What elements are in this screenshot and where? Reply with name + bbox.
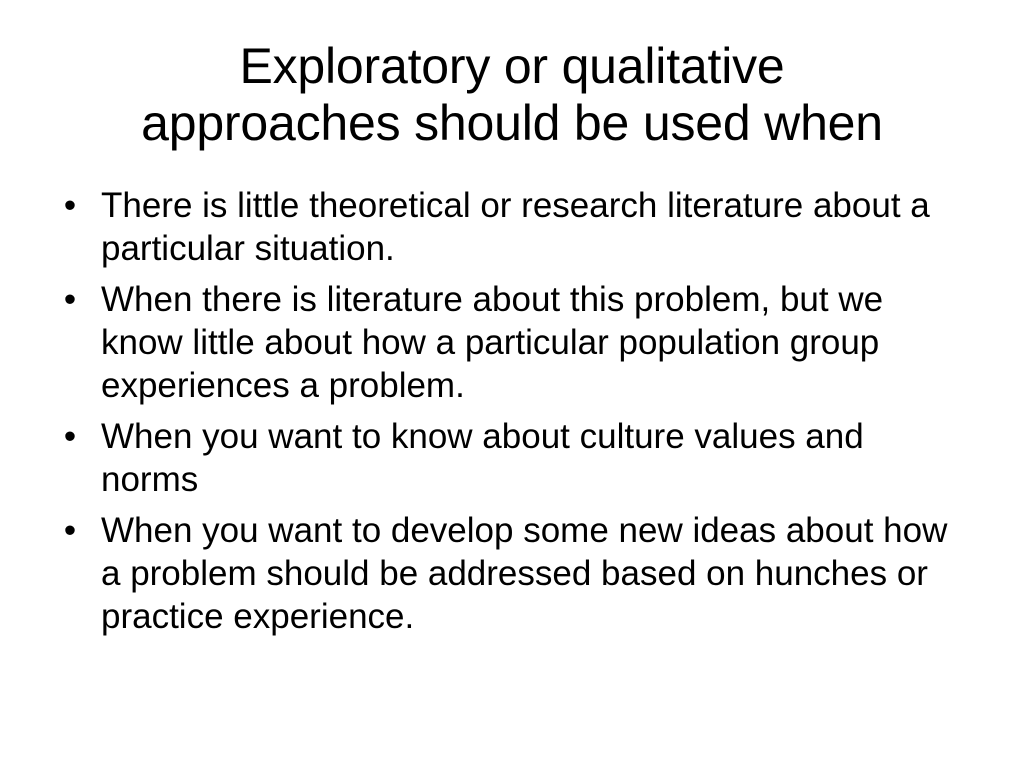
- bullet-item: [60, 184, 960, 270]
- bullet-text: There is little theoretical or research literature about a particular situation.: [101, 186, 930, 268]
- bullet-item: [60, 509, 960, 638]
- bullet-text: When there is literature about this problem, but we know little about how a particular population group experiences a problem.: [101, 280, 884, 405]
- bullet-dot-icon: •: [63, 186, 77, 225]
- bullet-text: When you want to develop some new ideas about how a problem should be addressed based on hunches or practice experience.: [101, 511, 948, 636]
- slide-title-line-2: approaches should be used when: [141, 95, 883, 151]
- bullet-item: [60, 278, 960, 407]
- bullet-dot-icon: •: [63, 417, 77, 456]
- bullet-item: [60, 415, 960, 501]
- bullet-text: When you want to know about culture values and norms: [101, 417, 864, 499]
- bullet-dot-icon: •: [63, 280, 77, 319]
- slide-title-line-1: Exploratory or qualitative: [239, 38, 785, 94]
- bullet-dot-icon: •: [63, 511, 77, 550]
- bullet-list: [60, 184, 960, 646]
- slide-title: [40, 38, 984, 152]
